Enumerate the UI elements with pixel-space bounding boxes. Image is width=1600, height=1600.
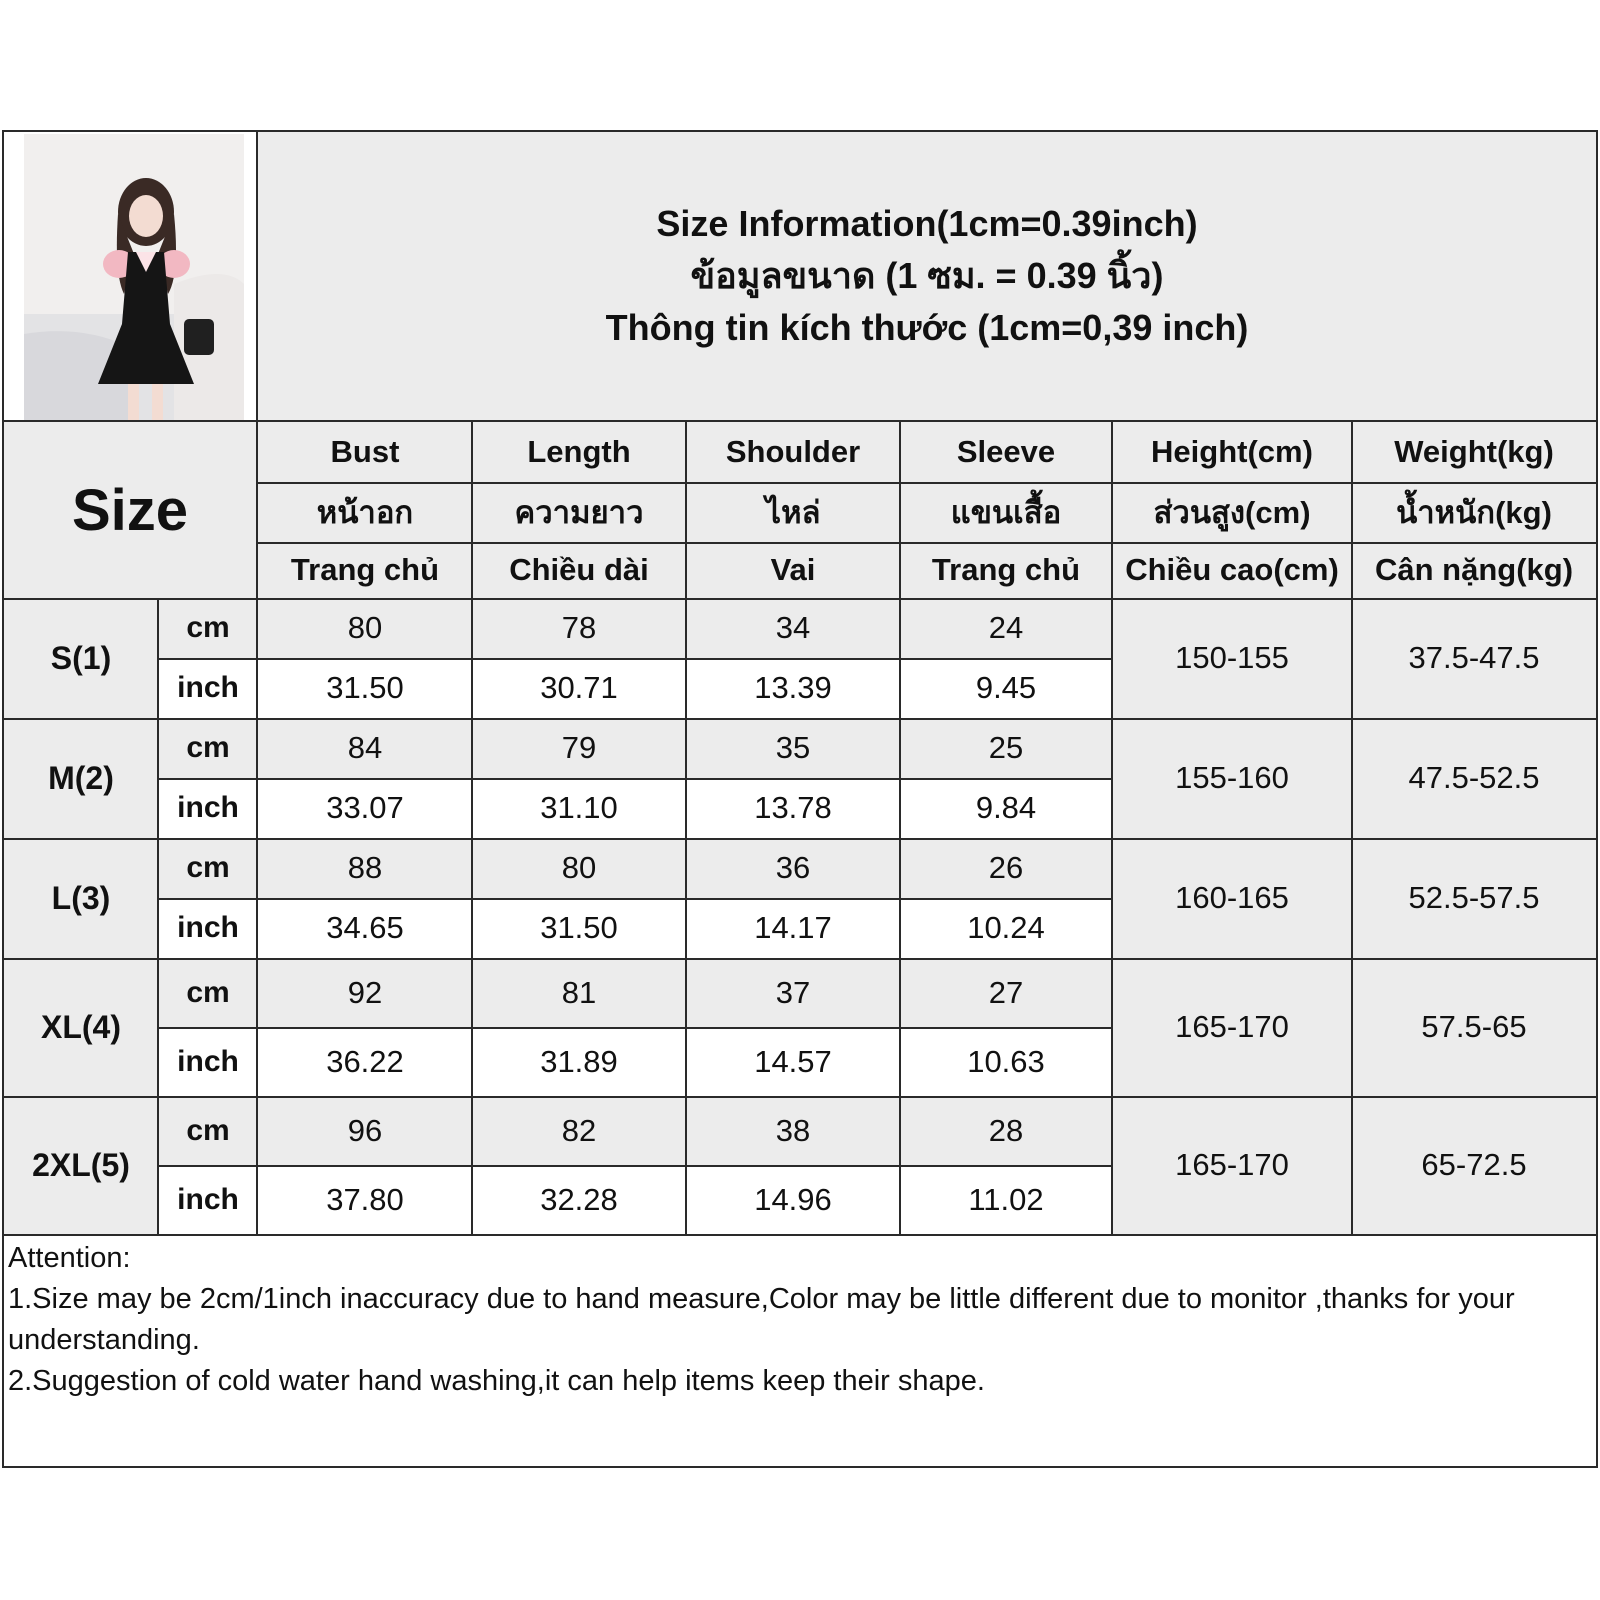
- cm-value: 80: [258, 598, 472, 658]
- unit-label-cm: cm: [158, 958, 258, 1027]
- column-header-th: ส่วนสูง(cm): [1112, 482, 1352, 542]
- cm-value: 24: [900, 598, 1112, 658]
- inch-value: 10.24: [900, 898, 1112, 958]
- inch-value: 14.96: [686, 1165, 900, 1234]
- table-rule: [1111, 422, 1113, 1234]
- column-header-vi: Trang chủ: [900, 542, 1112, 598]
- table-rule: [158, 1165, 1112, 1167]
- unit-label-inch: inch: [158, 898, 258, 958]
- attention-note-2: 2.Suggestion of cold water hand washing,it can help items keep their shape.: [8, 1365, 985, 1397]
- cm-value: 78: [472, 598, 686, 658]
- title-vietnamese: Thông tin kích thước (1cm=0,39 inch): [605, 307, 1249, 348]
- inch-value: 14.57: [686, 1027, 900, 1096]
- table-rule: [158, 658, 1112, 660]
- size-label: S(1): [4, 598, 158, 718]
- cm-value: 26: [900, 838, 1112, 898]
- inch-value: 34.65: [258, 898, 472, 958]
- cm-value: 35: [686, 718, 900, 778]
- column-header-vi: Chiều cao(cm): [1112, 542, 1352, 598]
- cm-value: 81: [472, 958, 686, 1027]
- column-header-vi: Chiều dài: [472, 542, 686, 598]
- table-rule: [1351, 422, 1353, 1234]
- table-rule: [4, 958, 1596, 960]
- attention-notes: [8, 1238, 1588, 1402]
- height-range: 165-170: [1112, 958, 1352, 1096]
- cm-value: 28: [900, 1096, 1112, 1165]
- cm-value: 80: [472, 838, 686, 898]
- table-rule: [4, 1234, 1596, 1236]
- attention-note-1: 1.Size may be 2cm/1inch inaccuracy due to hand measure,Color may be little different due to monitor ,thanks for your understanding.: [8, 1283, 1515, 1356]
- table-rule: [4, 598, 1596, 600]
- weight-range: 52.5-57.5: [1352, 838, 1596, 958]
- table-rule: [158, 898, 1112, 900]
- cm-value: 27: [900, 958, 1112, 1027]
- column-header-vi: Cân nặng(kg): [1352, 542, 1596, 598]
- weight-range: 57.5-65: [1352, 958, 1596, 1096]
- inch-value: 36.22: [258, 1027, 472, 1096]
- unit-label-cm: cm: [158, 718, 258, 778]
- column-header-en: Sleeve: [900, 422, 1112, 482]
- inch-value: 13.39: [686, 658, 900, 718]
- cm-value: 34: [686, 598, 900, 658]
- table-rule: [4, 420, 1596, 422]
- inch-value: 32.28: [472, 1165, 686, 1234]
- cm-value: 37: [686, 958, 900, 1027]
- inch-value: 30.71: [472, 658, 686, 718]
- unit-label-cm: cm: [158, 838, 258, 898]
- cm-value: 82: [472, 1096, 686, 1165]
- unit-label-inch: inch: [158, 1027, 258, 1096]
- column-header-en: Weight(kg): [1352, 422, 1596, 482]
- size-label: 2XL(5): [4, 1096, 158, 1234]
- column-header-th: หน้าอก: [258, 482, 472, 542]
- inch-value: 37.80: [258, 1165, 472, 1234]
- table-rule: [685, 422, 687, 1234]
- model-image: [24, 134, 244, 420]
- inch-value: 13.78: [686, 778, 900, 838]
- size-label: M(2): [4, 718, 158, 838]
- unit-label-cm: cm: [158, 1096, 258, 1165]
- table-rule: [899, 422, 901, 1234]
- column-header-en: Height(cm): [1112, 422, 1352, 482]
- height-range: 155-160: [1112, 718, 1352, 838]
- inch-value: 31.10: [472, 778, 686, 838]
- column-header-en: Shoulder: [686, 422, 900, 482]
- table-rule: [4, 1096, 1596, 1098]
- product-photo: [24, 134, 244, 420]
- height-range: 160-165: [1112, 838, 1352, 958]
- table-rule: [4, 838, 1596, 840]
- title-block: [258, 132, 1596, 420]
- table-rule: [4, 718, 1596, 720]
- unit-label-inch: inch: [158, 778, 258, 838]
- size-label: XL(4): [4, 958, 158, 1096]
- title-thai: ข้อมูลขนาด (1 ซม. = 0.39 นิ้ว): [690, 255, 1164, 296]
- inch-value: 33.07: [258, 778, 472, 838]
- height-range: 150-155: [1112, 598, 1352, 718]
- height-range: 165-170: [1112, 1096, 1352, 1234]
- table-rule: [471, 422, 473, 1234]
- column-header-th: ความยาว: [472, 482, 686, 542]
- unit-label-inch: inch: [158, 658, 258, 718]
- inch-value: 10.63: [900, 1027, 1112, 1096]
- weight-range: 37.5-47.5: [1352, 598, 1596, 718]
- inch-value: 31.50: [472, 898, 686, 958]
- size-header: Size: [4, 422, 256, 598]
- weight-range: 47.5-52.5: [1352, 718, 1596, 838]
- table-rule: [256, 132, 258, 1234]
- table-rule: [258, 542, 1596, 544]
- cm-value: 36: [686, 838, 900, 898]
- cm-value: 96: [258, 1096, 472, 1165]
- column-header-vi: Vai: [686, 542, 900, 598]
- weight-range: 65-72.5: [1352, 1096, 1596, 1234]
- inch-value: 31.89: [472, 1027, 686, 1096]
- inch-value: 31.50: [258, 658, 472, 718]
- column-header-th: ไหล่: [686, 482, 900, 542]
- column-header-th: น้ำหนัก(kg): [1352, 482, 1596, 542]
- cm-value: 38: [686, 1096, 900, 1165]
- inch-value: 14.17: [686, 898, 900, 958]
- column-header-th: แขนเสื้อ: [900, 482, 1112, 542]
- table-rule: [157, 598, 159, 1234]
- cm-value: 92: [258, 958, 472, 1027]
- column-header-en: Length: [472, 422, 686, 482]
- table-rule: [158, 1027, 1112, 1029]
- size-chart: [2, 130, 1598, 1468]
- column-header-en: Bust: [258, 422, 472, 482]
- table-rule: [158, 778, 1112, 780]
- table-rule: [258, 482, 1596, 484]
- inch-value: 11.02: [900, 1165, 1112, 1234]
- cm-value: 79: [472, 718, 686, 778]
- cm-value: 88: [258, 838, 472, 898]
- inch-value: 9.84: [900, 778, 1112, 838]
- column-header-vi: Trang chủ: [258, 542, 472, 598]
- size-label: L(3): [4, 838, 158, 958]
- cm-value: 84: [258, 718, 472, 778]
- unit-label-cm: cm: [158, 598, 258, 658]
- title-english: Size Information(1cm=0.39inch): [656, 203, 1198, 244]
- attention-heading: Attention:: [8, 1242, 131, 1274]
- cm-value: 25: [900, 718, 1112, 778]
- inch-value: 9.45: [900, 658, 1112, 718]
- unit-label-inch: inch: [158, 1165, 258, 1234]
